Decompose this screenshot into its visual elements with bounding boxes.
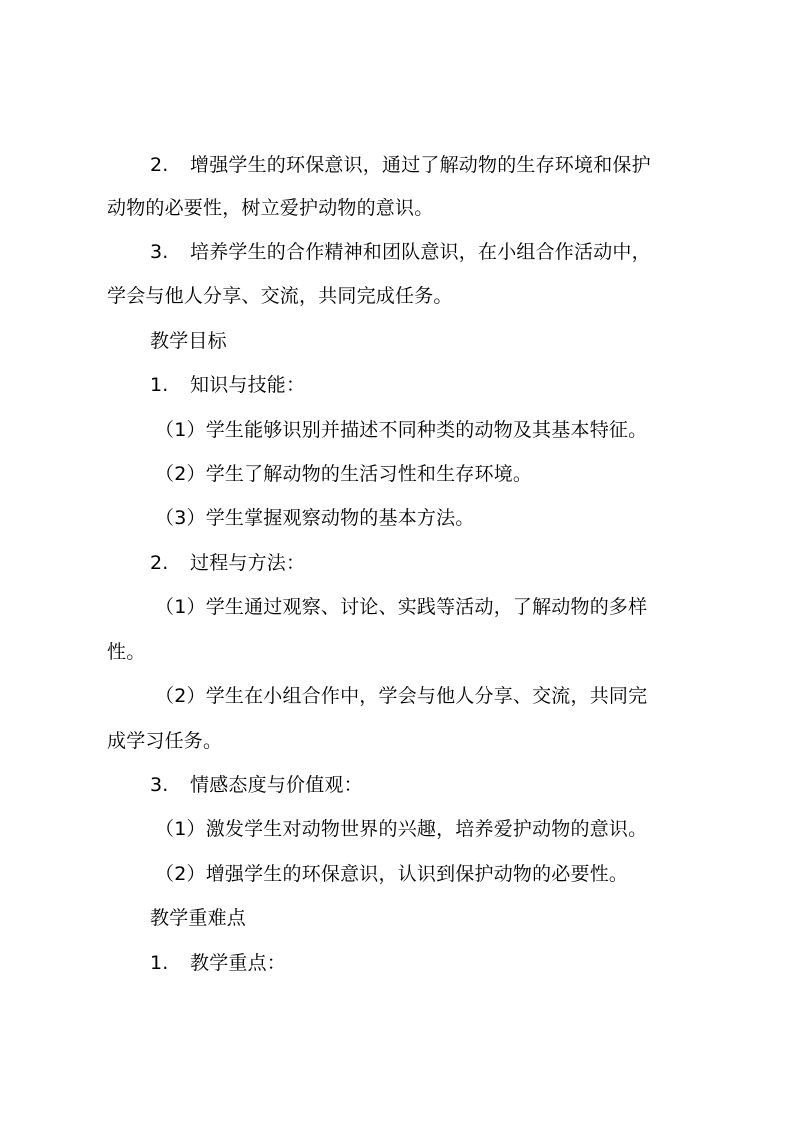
sub-item: （2）学生在小组合作中，学会与他人分享、交流，共同完 <box>155 685 648 707</box>
list-number: 1. <box>150 374 169 396</box>
sub-item: （1）学生能够识别并描述不同种类的动物及其基本特征。 <box>155 419 648 441</box>
list-item-2 <box>150 153 651 177</box>
subheading-text: 知识与技能： <box>190 374 306 396</box>
section-heading: 教学目标 <box>150 330 227 352</box>
list-item-3 <box>150 240 651 264</box>
paragraph-text: 培养学生的合作精神和团队意识，在小组合作活动中， <box>190 241 651 263</box>
list-number: 3. <box>150 241 169 263</box>
list-item-3 <box>150 773 363 797</box>
subheading-text: 过程与方法： <box>190 552 306 574</box>
sub-item: （2）增强学生的环保意识，认识到保护动物的必要性。 <box>155 863 629 885</box>
sub-item: （3）学生掌握观察动物的基本方法。 <box>155 507 475 529</box>
paragraph-continuation: 成学习任务。 <box>107 730 223 752</box>
subheading-text: 教学重点： <box>190 952 287 974</box>
paragraph-continuation: 性。 <box>107 641 146 663</box>
section-heading: 教学重难点 <box>150 907 247 929</box>
sub-item: （1）学生通过观察、讨论、实践等活动，了解动物的多样 <box>155 596 648 618</box>
list-item-1 <box>150 951 286 975</box>
list-item-1 <box>150 373 305 397</box>
list-number: 1. <box>150 952 169 974</box>
list-number: 2. <box>150 552 169 574</box>
list-item-2 <box>150 551 305 575</box>
sub-item: （2）学生了解动物的生活习性和生存环境。 <box>155 463 533 485</box>
paragraph-continuation: 学会与他人分享、交流，共同完成任务。 <box>107 285 453 307</box>
list-number: 2. <box>150 154 169 176</box>
subheading-text: 情感态度与价值观： <box>190 774 363 796</box>
sub-item: （1）激发学生对动物世界的兴趣，培养爱护动物的意识。 <box>155 818 648 840</box>
paragraph-continuation: 动物的必要性，树立爱护动物的意识。 <box>107 197 434 219</box>
list-number: 3. <box>150 774 169 796</box>
paragraph-text: 增强学生的环保意识，通过了解动物的生存环境和保护 <box>190 154 651 176</box>
